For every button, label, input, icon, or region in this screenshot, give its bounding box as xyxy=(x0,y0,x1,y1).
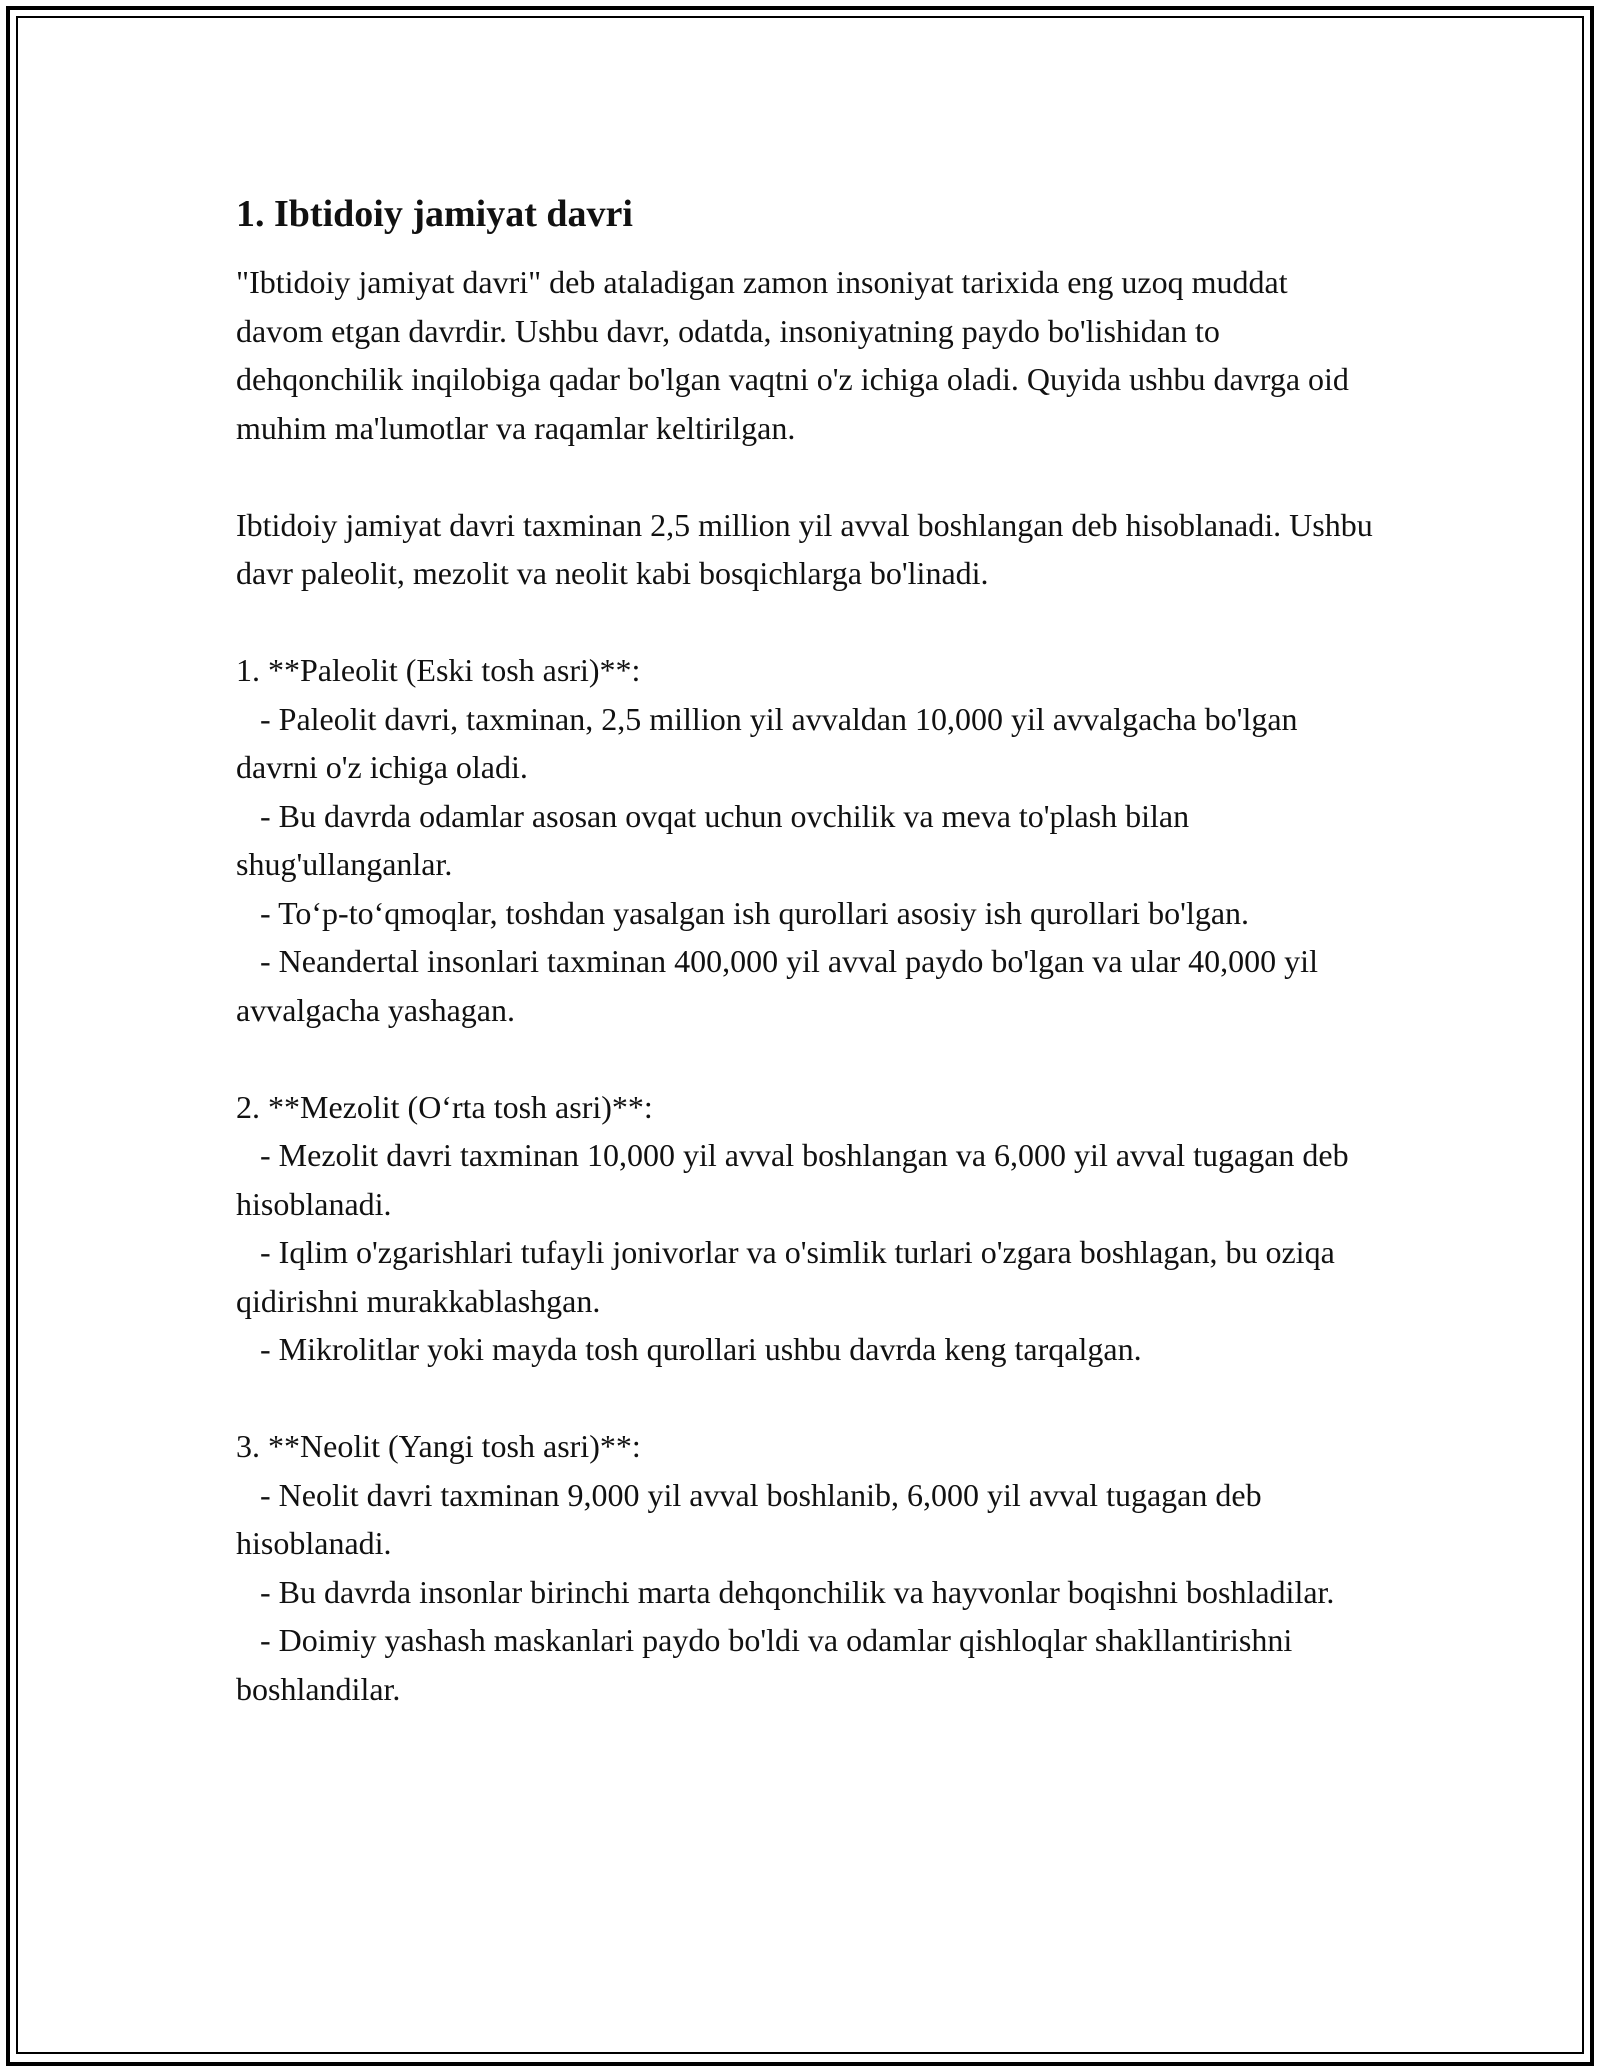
intro-paragraph: "Ibtidoiy jamiyat davri" deb ataladigan zamon insoniyat tarixida eng uzoq muddat davom etgan davrdir. Ushbu davr, odatda, insoniyatning paydo bo'lishidan to dehqonchilik inqilobiga qadar bo'lgan vaqtni o'z ichiga oladi. Quyida ushbu davrga oid muhim ma'lumotlar va raqamlar keltirilgan. xyxy=(236,264,1349,446)
document-body xyxy=(236,186,1376,1713)
list-item: - Bu davrda insonlar birinchi marta dehqonchilik va hayvonlar boqishni boshladilar. xyxy=(236,1573,1335,1610)
section-title: 1. **Paleolit (Eski tosh asri)**: xyxy=(236,652,641,688)
section-mezolit xyxy=(236,1083,1376,1374)
list-item: - Mikrolitlar yoki mayda tosh qurollari ushbu davrda keng tarqalgan. xyxy=(236,1331,1142,1367)
list-item: - Mezolit davri taxminan 10,000 yil avval boshlangan va 6,000 yil avval tugagan deb hisoblanadi. xyxy=(236,1137,1357,1222)
section-title: 3. **Neolit (Yangi tosh asri)**: xyxy=(236,1428,641,1464)
list-item: - Bu davrda odamlar asosan ovqat uchun ovchilik va meva to'plash bilan shug'ullanganlar. xyxy=(236,797,1198,882)
list-item: - Paleolit davri, taxminan, 2,5 million yil avvaldan 10,000 yil avvalgacha bo'lgan davrni o'z ichiga oladi. xyxy=(236,700,1306,785)
list-item: - Neolit davri taxminan 9,000 yil avval boshlanib, 6,000 yil avval tugagan deb hisoblanadi. xyxy=(236,1476,1270,1561)
list-item: - Iqlim o'zgarishlari tufayli jonivorlar va o'simlik turlari o'zgara boshlagan, bu oziqa qidirishni murakkablashgan. xyxy=(236,1234,1343,1319)
section-neolit xyxy=(236,1422,1376,1713)
list-item: - Neandertal insonlari taxminan 400,000 yil avval paydo bo'lgan va ular 40,000 yil avvalgacha yashagan. xyxy=(236,943,1326,1028)
section-paleolit xyxy=(236,646,1376,1034)
page-title: 1. Ibtidoiy jamiyat davri xyxy=(236,193,633,235)
list-item: - Doimiy yashash maskanlari paydo bo'ldi va odamlar qishloqlar shakllantirishni boshlandilar. xyxy=(236,1622,1301,1707)
section-title: 2. **Mezolit (O‘rta tosh asri)**: xyxy=(236,1088,653,1125)
list-item: - To‘p-to‘qmoqlar, toshdan yasalgan ish qurollari asosiy ish qurollari bo'lgan. xyxy=(236,894,1250,931)
intro-paragraph: Ibtidoiy jamiyat davri taxminan 2,5 million yil avval boshlangan deb hisoblanadi. Ushbu davr paleolit, mezolit va neolit kabi bosqichlarga bo'linadi. xyxy=(236,506,1373,591)
